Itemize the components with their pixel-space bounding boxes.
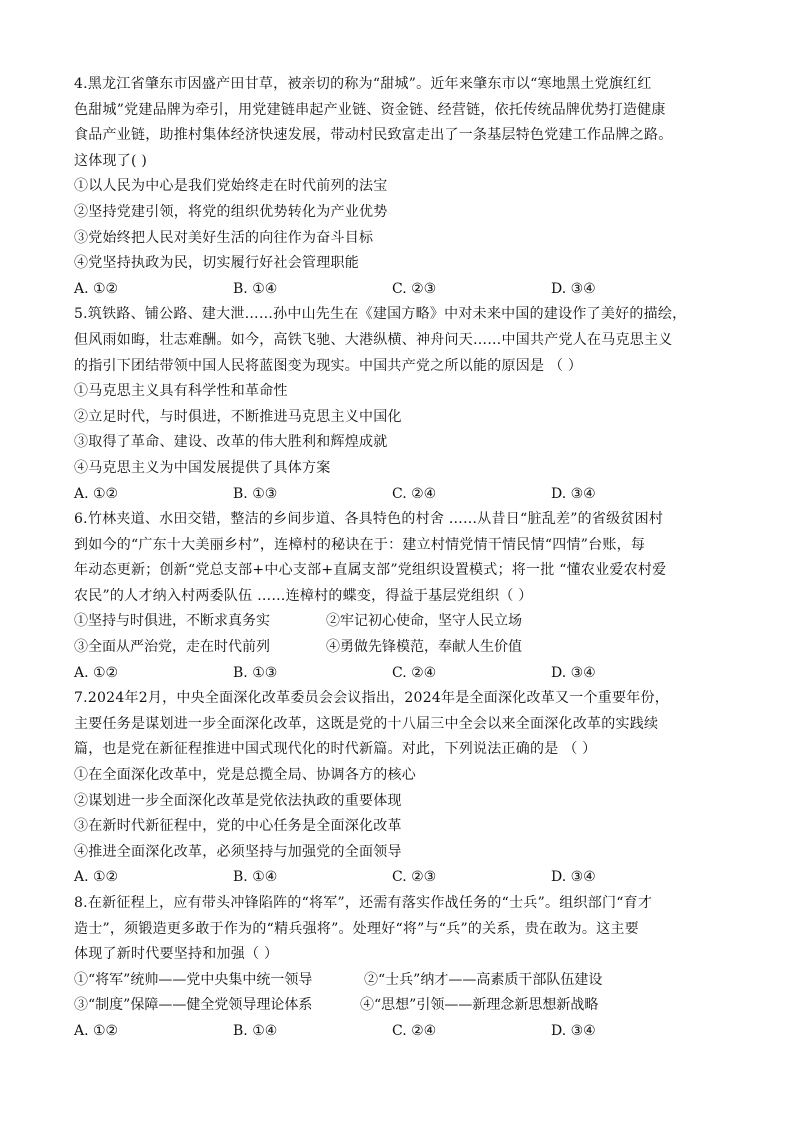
choice-b: B. ①④: [233, 869, 278, 886]
choice-d: D. ③④: [551, 869, 596, 886]
option-statement: ②谋划进一步全面深化改革是党依法执政的重要体现: [74, 792, 402, 809]
question-stem-line: 这体现了( ): [74, 152, 148, 169]
question-stem-line: 篇，也是党在新征程推进中国式现代化的时代新篇。对此，下列说法正确的是 （ ）: [74, 741, 597, 758]
choice-c: C. ②④: [392, 664, 437, 681]
question-stem-line: 食品产业链，助推村集体经济快速发展，带动村民致富走出了一条基层特色党建工作品牌之路。: [74, 127, 673, 144]
choice-b: B. ①④: [233, 280, 278, 297]
question-stem-line: 农民”的人才纳入村两委队伍 ……连樟村的蝶变，得益于基层党组织（ ）: [74, 587, 533, 604]
option-pair: [74, 609, 733, 635]
option-statement: ②“士兵”纳才——高素质干部队伍建设: [364, 971, 603, 988]
option-statement: ④马克思主义为中国发展提供了具体方案: [74, 459, 331, 476]
question-8: [74, 891, 733, 1045]
question-stem-line: 色甜城”党建品牌为牵引，用党建链串起产业链、资金链、经营链，依托传统品牌优势打造健康: [74, 101, 666, 118]
choice-a: A. ①②: [74, 664, 119, 681]
choice-c: C. ②③: [392, 869, 437, 886]
choice-d: D. ③④: [551, 664, 596, 681]
answer-choices: [74, 1019, 733, 1045]
choice-b: B. ①④: [233, 1022, 278, 1039]
question-stem-line: 6.竹林夹道、水田交错，整洁的乡间步道、各具特色的村舍 ……从昔日“脏乱差”的省级贫困村: [74, 511, 664, 528]
choice-c: C. ②④: [392, 485, 437, 502]
option-pair: [74, 968, 733, 994]
choice-c: C. ②③: [392, 280, 437, 297]
question-stem-line: 到如今的“广东十大美丽乡村”，连樟村的秘诀在于：建立村情党情干情民情“四情”台账，每: [74, 536, 646, 553]
question-stem-line: 4.黑龙江省肇东市因盛产田甘草，被亲切的称为“甜城”。近年来肇东市以“寒地黑土党旗红红: [74, 76, 652, 92]
question-stem-line: 但风雨如晦，壮志难酬。如今，高铁飞驰、大港纵横、神舟问天……中国共产党人在马克思主义: [74, 331, 673, 348]
answer-choices: [74, 277, 733, 303]
choice-a: A. ①②: [74, 485, 119, 502]
option-pair: [74, 993, 733, 1019]
option-statement: ①以人民为中心是我们党始终走在时代前列的法宝: [74, 178, 388, 195]
question-stem-line: 体现了新时代要坚持和加强（ ）: [74, 946, 279, 963]
option-statement: ③党始终把人民对美好生活的向往作为奋斗目标: [74, 229, 374, 246]
option-statement: ④推进全面深化改革，必须坚持与加强党的全面领导: [74, 843, 402, 860]
choice-b: B. ①③: [233, 485, 278, 502]
choice-a: A. ①②: [74, 280, 119, 297]
question-stem-line: 的指引下团结带领中国人民将蓝图变为现实。中国共产党之所以能的原因是 （ ）: [74, 357, 583, 374]
question-stem-line: 5.筑铁路、铺公路、建大泄……孙中山先生在《建国方略》中对未来中国的建设作了美好的描绘，: [74, 306, 687, 323]
option-statement: ②坚持党建引领，将党的组织优势转化为产业优势: [74, 203, 388, 220]
question-5: [74, 302, 733, 507]
question-stem-line: 造士”，须锻造更多敢于作为的“精兵强将”。处理好“将”与“兵”的关系，贵在敢为。这主要: [74, 920, 639, 937]
choice-a: A. ①②: [74, 1022, 119, 1039]
answer-choices: [74, 865, 733, 891]
question-6: [74, 507, 733, 686]
option-statement: ①马克思主义具有科学性和革命性: [74, 383, 288, 400]
option-statement: ③在新时代新征程中，党的中心任务是全面深化改革: [74, 818, 402, 835]
option-statement: ①“将军”统帅——党中央集中统一领导: [74, 971, 313, 988]
choice-a: A. ①②: [74, 869, 119, 886]
choice-c: C. ②④: [392, 1022, 437, 1039]
option-statement: ①在全面深化改革中，党是总揽全局、协调各方的核心: [74, 767, 416, 784]
question-stem-line: 年动态更新；创新“党总支部+中心支部+直属支部”党组织设置模式；将一批 “懂农业爱农村爱: [74, 562, 667, 579]
question-stem-line: 主要任务是谋划进一步全面深化改革，这既是党的十八届三中全会以来全面深化改革的实践续: [74, 715, 659, 732]
choice-d: D. ③④: [551, 1022, 596, 1039]
choice-b: B. ①③: [233, 664, 278, 681]
option-statement: ③“制度”保障——健全党领导理论体系: [74, 997, 313, 1014]
option-statement: ③取得了革命、建设、改革的伟大胜利和辉煌成就: [74, 434, 388, 451]
answer-choices: [74, 482, 733, 508]
answer-choices: [74, 661, 733, 687]
option-pair: [74, 635, 733, 661]
option-statement: ②立足时代，与时俱进，不断推进马克思主义中国化: [74, 408, 402, 425]
option-statement: ①坚持与时俱进，不断求真务实: [74, 613, 270, 630]
option-statement: ④党坚持执政为民，切实履行好社会管理职能: [74, 255, 359, 272]
question-stem-line: 7.2024年2月，中央全面深化改革委员会会议指出，2024年是全面深化改革又一个重要年份，: [74, 690, 670, 707]
question-7: [74, 686, 733, 891]
option-statement: ③全面从严治党，走在时代前列: [74, 639, 270, 656]
option-statement: ②牢记初心使命，坚守人民立场: [326, 613, 522, 630]
option-statement: ④“思想”引领——新理念新思想新战略: [360, 997, 599, 1014]
choice-d: D. ③④: [551, 485, 596, 502]
question-stem-line: 8.在新征程上，应有带头冲锋陷阵的“将军”，还需有落实作战任务的“士兵”。组织部门“育才: [74, 895, 653, 911]
question-4: [74, 72, 733, 302]
option-statement: ④勇做先锋模范，奉献人生价值: [326, 639, 522, 656]
choice-d: D. ③④: [551, 280, 596, 297]
